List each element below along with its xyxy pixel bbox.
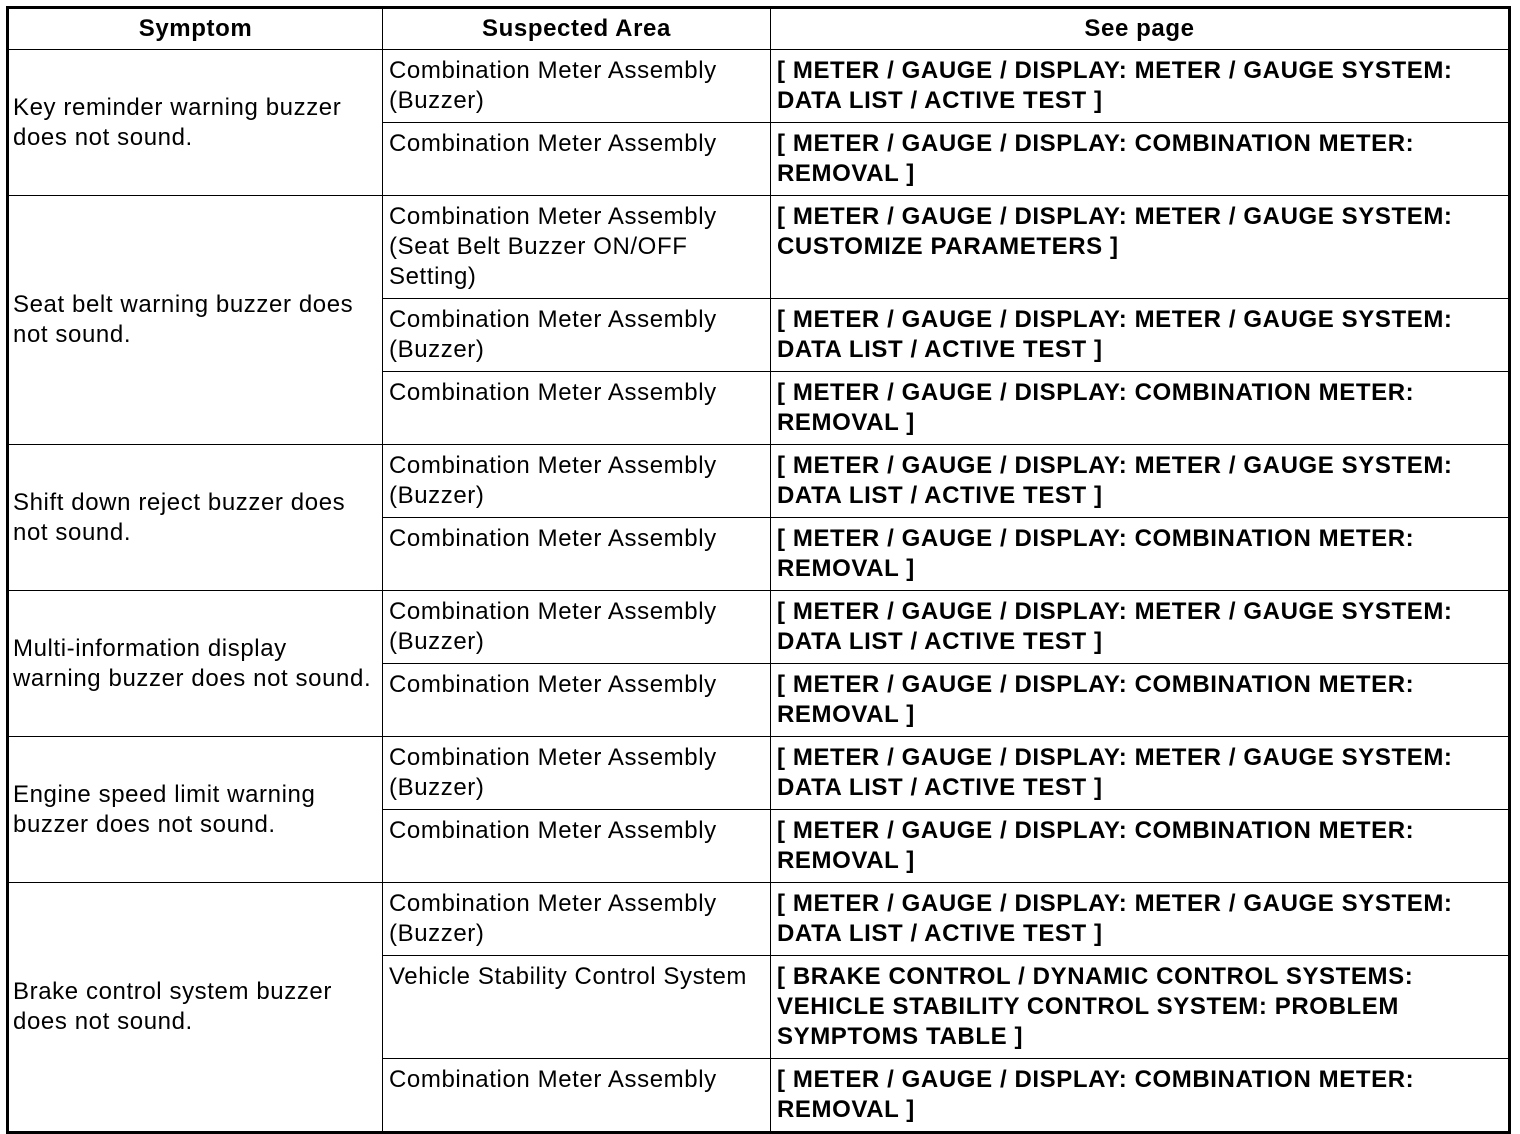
table-row (8, 50, 1510, 123)
problem-symptoms-table-container (6, 6, 1508, 1134)
suspected-area-cell: Combination Meter Assembly (383, 810, 771, 883)
see-page-link[interactable]: [ METER / GAUGE / DISPLAY: COMBINATION METER: REMOVAL ] (771, 123, 1510, 196)
symptom-cell: Seat belt warning buzzer does not sound. (8, 196, 383, 445)
see-page-link[interactable]: [ METER / GAUGE / DISPLAY: COMBINATION METER: REMOVAL ] (771, 1059, 1510, 1133)
suspected-area-cell: Combination Meter Assembly (Buzzer) (383, 737, 771, 810)
table-row (8, 591, 1510, 664)
symptom-cell: Multi-information display warning buzzer does not sound. (8, 591, 383, 737)
table-row (8, 883, 1510, 956)
symptom-cell: Brake control system buzzer does not sound. (8, 883, 383, 1133)
see-page-link[interactable]: [ METER / GAUGE / DISPLAY: METER / GAUGE SYSTEM: DATA LIST / ACTIVE TEST ] (771, 591, 1510, 664)
suspected-area-cell: Combination Meter Assembly (383, 123, 771, 196)
suspected-area-cell: Combination Meter Assembly (383, 1059, 771, 1133)
see-page-link[interactable]: [ METER / GAUGE / DISPLAY: COMBINATION METER: REMOVAL ] (771, 664, 1510, 737)
header-see-page: See page (771, 8, 1510, 50)
see-page-link[interactable]: [ METER / GAUGE / DISPLAY: COMBINATION METER: REMOVAL ] (771, 518, 1510, 591)
suspected-area-cell: Combination Meter Assembly (Buzzer) (383, 299, 771, 372)
see-page-link[interactable]: [ METER / GAUGE / DISPLAY: METER / GAUGE SYSTEM: DATA LIST / ACTIVE TEST ] (771, 50, 1510, 123)
see-page-link[interactable]: [ METER / GAUGE / DISPLAY: METER / GAUGE SYSTEM: DATA LIST / ACTIVE TEST ] (771, 883, 1510, 956)
table-row (8, 196, 1510, 299)
see-page-link[interactable]: [ BRAKE CONTROL / DYNAMIC CONTROL SYSTEMS: VEHICLE STABILITY CONTROL SYSTEM: PROBLEM SYMPTOMS TABLE ] (771, 956, 1510, 1059)
see-page-link[interactable]: [ METER / GAUGE / DISPLAY: COMBINATION METER: REMOVAL ] (771, 810, 1510, 883)
see-page-link[interactable]: [ METER / GAUGE / DISPLAY: METER / GAUGE SYSTEM: DATA LIST / ACTIVE TEST ] (771, 737, 1510, 810)
suspected-area-cell: Combination Meter Assembly (383, 518, 771, 591)
symptom-cell: Shift down reject buzzer does not sound. (8, 445, 383, 591)
suspected-area-cell: Combination Meter Assembly (Buzzer) (383, 883, 771, 956)
suspected-area-cell: Combination Meter Assembly (Seat Belt Buzzer ON/OFF Setting) (383, 196, 771, 299)
suspected-area-cell: Combination Meter Assembly (Buzzer) (383, 50, 771, 123)
see-page-link[interactable]: [ METER / GAUGE / DISPLAY: METER / GAUGE SYSTEM: DATA LIST / ACTIVE TEST ] (771, 299, 1510, 372)
suspected-area-cell: Combination Meter Assembly (Buzzer) (383, 445, 771, 518)
table-row (8, 737, 1510, 810)
see-page-link[interactable]: [ METER / GAUGE / DISPLAY: COMBINATION METER: REMOVAL ] (771, 372, 1510, 445)
suspected-area-cell: Combination Meter Assembly (Buzzer) (383, 591, 771, 664)
suspected-area-cell: Combination Meter Assembly (383, 372, 771, 445)
header-row (8, 8, 1510, 50)
table-row (8, 445, 1510, 518)
symptom-cell: Key reminder warning buzzer does not sound. (8, 50, 383, 196)
suspected-area-cell: Vehicle Stability Control System (383, 956, 771, 1059)
see-page-link[interactable]: [ METER / GAUGE / DISPLAY: METER / GAUGE SYSTEM: DATA LIST / ACTIVE TEST ] (771, 445, 1510, 518)
see-page-link[interactable]: [ METER / GAUGE / DISPLAY: METER / GAUGE SYSTEM: CUSTOMIZE PARAMETERS ] (771, 196, 1510, 299)
problem-symptoms-table (6, 6, 1511, 1134)
header-suspected-area: Suspected Area (383, 8, 771, 50)
symptom-cell: Engine speed limit warning buzzer does not sound. (8, 737, 383, 883)
header-symptom: Symptom (8, 8, 383, 50)
suspected-area-cell: Combination Meter Assembly (383, 664, 771, 737)
